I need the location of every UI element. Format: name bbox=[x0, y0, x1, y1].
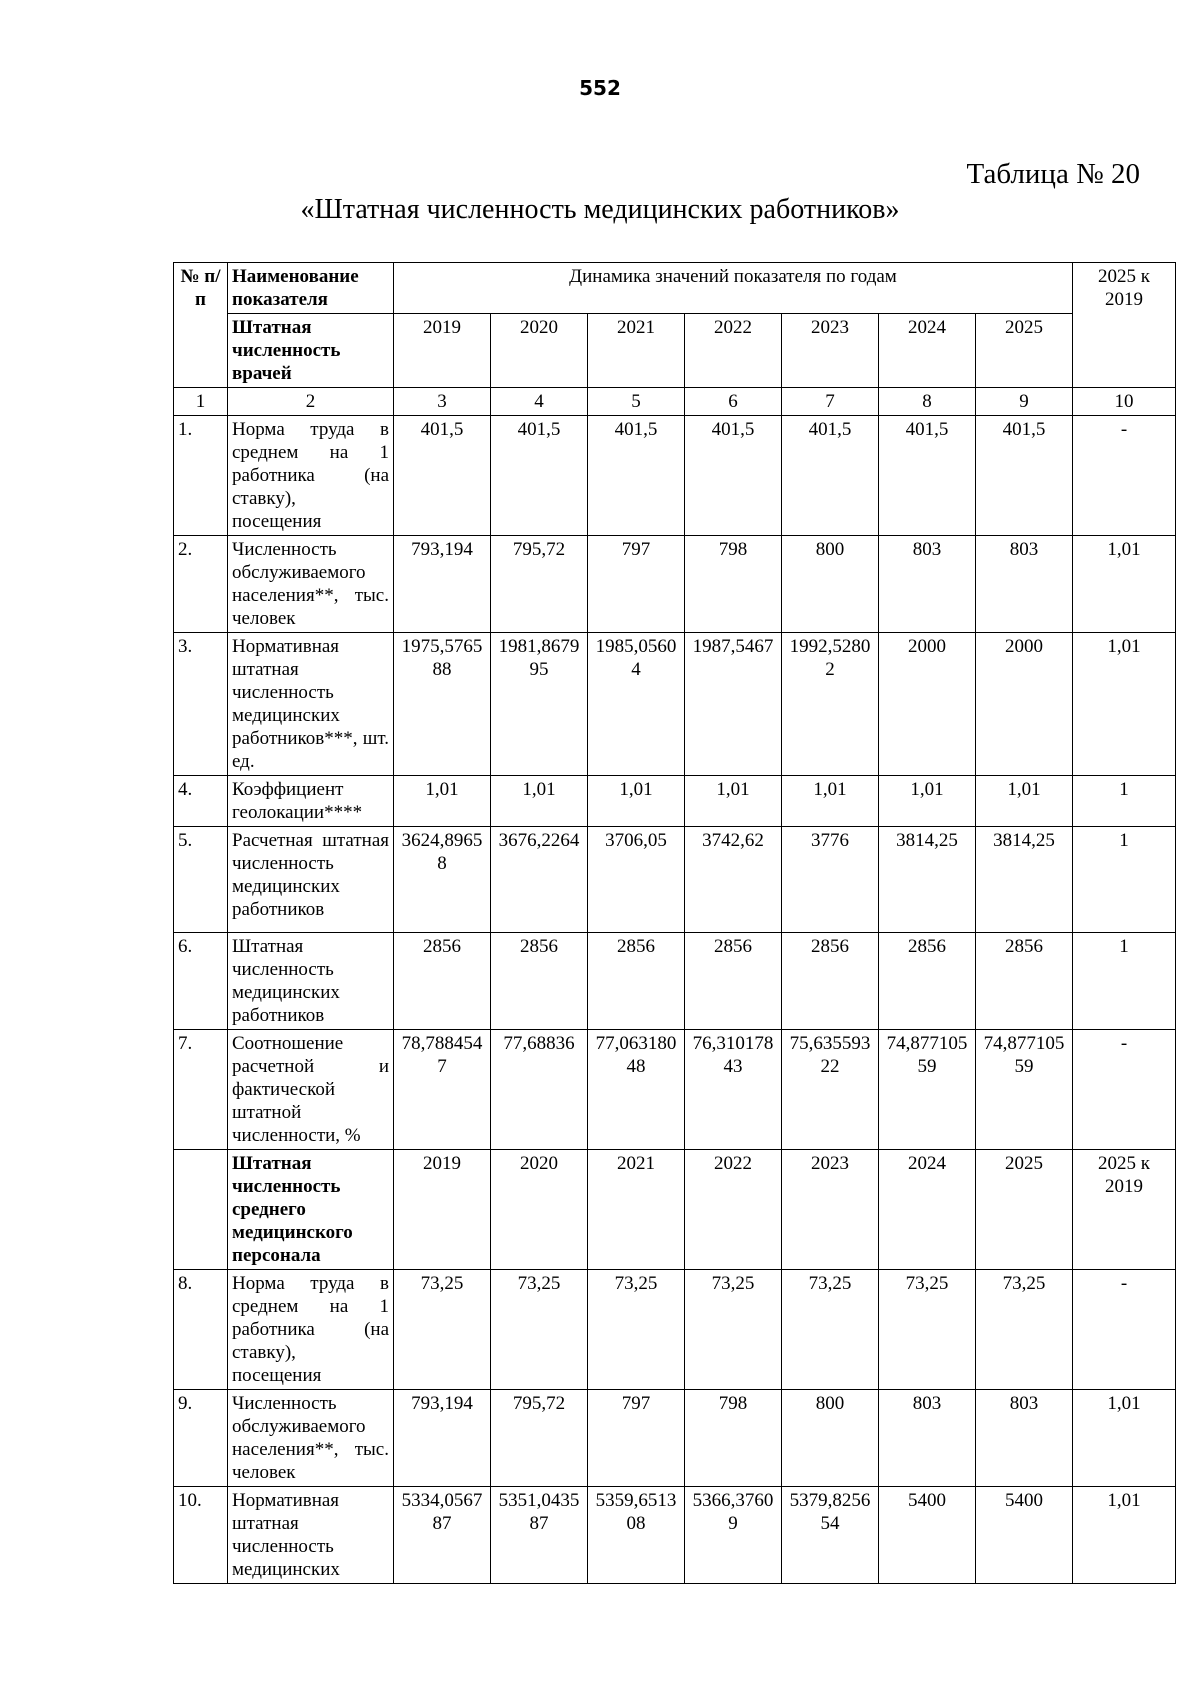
table-label: Таблица № 20 bbox=[966, 158, 1140, 190]
table-row bbox=[174, 1390, 1176, 1487]
header-dynamics: Динамика значений показателя по годам bbox=[394, 263, 1073, 314]
value-cell: 3814,25 bbox=[976, 827, 1073, 933]
value-cell: 73,25 bbox=[976, 1270, 1073, 1390]
header-year: 2019 bbox=[394, 314, 491, 388]
value-cell: 5351,043587 bbox=[491, 1487, 588, 1584]
value-cell: 1992,52802 bbox=[782, 633, 879, 776]
value-cell: 3814,25 bbox=[879, 827, 976, 933]
section-header-row bbox=[174, 1150, 1176, 1270]
table-row bbox=[174, 933, 1176, 1030]
indicator-name: Численность обслуживаемого населения**, тыс. человек bbox=[228, 536, 394, 633]
value-cell: 1981,867995 bbox=[491, 633, 588, 776]
row-number: 5. bbox=[174, 827, 228, 933]
staffing-table bbox=[173, 262, 1176, 1584]
value-cell: 2000 bbox=[976, 633, 1073, 776]
ratio-cell: - bbox=[1073, 416, 1176, 536]
value-cell: 793,194 bbox=[394, 1390, 491, 1487]
column-number: 9 bbox=[976, 388, 1073, 416]
value-cell: 74,87710559 bbox=[976, 1030, 1073, 1150]
table-row bbox=[174, 416, 1176, 536]
column-number: 10 bbox=[1073, 388, 1176, 416]
table-row bbox=[174, 827, 1176, 933]
value-cell: 401,5 bbox=[394, 416, 491, 536]
header-year: 2025 bbox=[976, 314, 1073, 388]
ratio-cell: 1 bbox=[1073, 776, 1176, 827]
section-year: 2020 bbox=[491, 1150, 588, 1270]
value-cell: 5400 bbox=[879, 1487, 976, 1584]
header-row-2 bbox=[174, 314, 1176, 388]
table-row bbox=[174, 776, 1176, 827]
indicator-name: Норма труда в среднем на 1 работника (на ставку), посещения bbox=[228, 416, 394, 536]
row-number: 3. bbox=[174, 633, 228, 776]
value-cell: 401,5 bbox=[976, 416, 1073, 536]
row-number: 10. bbox=[174, 1487, 228, 1584]
value-cell: 5334,056787 bbox=[394, 1487, 491, 1584]
value-cell: 803 bbox=[976, 1390, 1073, 1487]
value-cell: 401,5 bbox=[685, 416, 782, 536]
value-cell: 800 bbox=[782, 536, 879, 633]
value-cell: 77,68836 bbox=[491, 1030, 588, 1150]
value-cell: 75,63559322 bbox=[782, 1030, 879, 1150]
row-number: 9. bbox=[174, 1390, 228, 1487]
indicator-name: Расчетная штатная численность медицинских работников bbox=[228, 827, 394, 933]
value-cell: 1987,5467 bbox=[685, 633, 782, 776]
header-row-1 bbox=[174, 263, 1176, 314]
value-cell: 2856 bbox=[491, 933, 588, 1030]
section-year: 2019 bbox=[394, 1150, 491, 1270]
row-number: 4. bbox=[174, 776, 228, 827]
value-cell: 2856 bbox=[976, 933, 1073, 1030]
value-cell: 3676,2264 bbox=[491, 827, 588, 933]
row-number: 7. bbox=[174, 1030, 228, 1150]
value-cell: 1,01 bbox=[394, 776, 491, 827]
section-title-doctors: Штатная численность врачей bbox=[228, 314, 394, 388]
ratio-cell: - bbox=[1073, 1270, 1176, 1390]
header-year: 2020 bbox=[491, 314, 588, 388]
indicator-name: Нормативная штатная численность медицинских bbox=[228, 1487, 394, 1584]
ratio-cell: 1,01 bbox=[1073, 536, 1176, 633]
row-number: 6. bbox=[174, 933, 228, 1030]
value-cell: 803 bbox=[976, 536, 1073, 633]
row-number: 2. bbox=[174, 536, 228, 633]
value-cell: 1985,05604 bbox=[588, 633, 685, 776]
section-year: 2024 bbox=[879, 1150, 976, 1270]
header-year: 2023 bbox=[782, 314, 879, 388]
value-cell: 73,25 bbox=[879, 1270, 976, 1390]
ratio-cell: 1 bbox=[1073, 933, 1176, 1030]
column-number: 4 bbox=[491, 388, 588, 416]
value-cell: 2856 bbox=[588, 933, 685, 1030]
section-year: 2021 bbox=[588, 1150, 685, 1270]
indicator-name: Численность обслуживаемого населения**, тыс. человек bbox=[228, 1390, 394, 1487]
value-cell: 800 bbox=[782, 1390, 879, 1487]
table-row bbox=[174, 1030, 1176, 1150]
header-year: 2021 bbox=[588, 314, 685, 388]
page-number: 552 bbox=[579, 76, 621, 100]
value-cell: 1,01 bbox=[588, 776, 685, 827]
value-cell: 797 bbox=[588, 1390, 685, 1487]
value-cell: 73,25 bbox=[782, 1270, 879, 1390]
column-number: 5 bbox=[588, 388, 685, 416]
column-numbers-row bbox=[174, 388, 1176, 416]
table-row bbox=[174, 633, 1176, 776]
value-cell: 3776 bbox=[782, 827, 879, 933]
value-cell: 3742,62 bbox=[685, 827, 782, 933]
value-cell: 1975,576588 bbox=[394, 633, 491, 776]
header-ratio: 2025 к 2019 bbox=[1073, 263, 1176, 388]
column-number: 2 bbox=[228, 388, 394, 416]
indicator-name: Нормативная штатная численность медицинских работников***, шт. ед. bbox=[228, 633, 394, 776]
value-cell: 798 bbox=[685, 1390, 782, 1487]
table-row bbox=[174, 536, 1176, 633]
section-title-nurses: Штатная численность среднего медицинского персонала bbox=[228, 1150, 394, 1270]
value-cell: 1,01 bbox=[976, 776, 1073, 827]
indicator-name: Коэффициент геолокации**** bbox=[228, 776, 394, 827]
value-cell: 2000 bbox=[879, 633, 976, 776]
header-col-num: № п/п bbox=[174, 263, 228, 388]
value-cell: 73,25 bbox=[685, 1270, 782, 1390]
section-ratio: 2025 к 2019 bbox=[1073, 1150, 1176, 1270]
value-cell: 5366,37609 bbox=[685, 1487, 782, 1584]
ratio-cell: 1,01 bbox=[1073, 633, 1176, 776]
value-cell: 77,06318048 bbox=[588, 1030, 685, 1150]
indicator-name: Норма труда в среднем на 1 работника (на ставку), посещения bbox=[228, 1270, 394, 1390]
header-col-name: Наименование показателя bbox=[228, 263, 394, 314]
value-cell: 73,25 bbox=[491, 1270, 588, 1390]
value-cell: 1,01 bbox=[879, 776, 976, 827]
value-cell: 1,01 bbox=[685, 776, 782, 827]
value-cell: 795,72 bbox=[491, 536, 588, 633]
value-cell: 3624,89658 bbox=[394, 827, 491, 933]
ratio-cell: 1,01 bbox=[1073, 1487, 1176, 1584]
value-cell: 2856 bbox=[685, 933, 782, 1030]
value-cell: 793,194 bbox=[394, 536, 491, 633]
value-cell: 803 bbox=[879, 536, 976, 633]
value-cell: 74,87710559 bbox=[879, 1030, 976, 1150]
table-row bbox=[174, 1270, 1176, 1390]
header-year: 2022 bbox=[685, 314, 782, 388]
value-cell: 76,31017843 bbox=[685, 1030, 782, 1150]
indicator-name: Соотношение расчетной и фактической штатной численности, % bbox=[228, 1030, 394, 1150]
value-cell: 803 bbox=[879, 1390, 976, 1487]
section-year: 2023 bbox=[782, 1150, 879, 1270]
value-cell: 5359,651308 bbox=[588, 1487, 685, 1584]
row-number: 1. bbox=[174, 416, 228, 536]
section-year: 2025 bbox=[976, 1150, 1073, 1270]
value-cell: 2856 bbox=[782, 933, 879, 1030]
table-title: «Штатная численность медицинских работников» bbox=[300, 194, 900, 225]
value-cell: 798 bbox=[685, 536, 782, 633]
value-cell: 2856 bbox=[394, 933, 491, 1030]
header-year: 2024 bbox=[879, 314, 976, 388]
value-cell: 401,5 bbox=[782, 416, 879, 536]
section-year: 2022 bbox=[685, 1150, 782, 1270]
value-cell: 73,25 bbox=[394, 1270, 491, 1390]
value-cell: 2856 bbox=[879, 933, 976, 1030]
value-cell: 5379,825654 bbox=[782, 1487, 879, 1584]
value-cell: 5400 bbox=[976, 1487, 1073, 1584]
value-cell: 401,5 bbox=[491, 416, 588, 536]
ratio-cell: 1 bbox=[1073, 827, 1176, 933]
ratio-cell: 1,01 bbox=[1073, 1390, 1176, 1487]
value-cell: 797 bbox=[588, 536, 685, 633]
ratio-cell: - bbox=[1073, 1030, 1176, 1150]
value-cell: 3706,05 bbox=[588, 827, 685, 933]
column-number: 3 bbox=[394, 388, 491, 416]
column-number: 8 bbox=[879, 388, 976, 416]
value-cell: 78,7884547 bbox=[394, 1030, 491, 1150]
value-cell: 73,25 bbox=[588, 1270, 685, 1390]
row-number: 8. bbox=[174, 1270, 228, 1390]
empty-cell bbox=[174, 1150, 228, 1270]
value-cell: 401,5 bbox=[588, 416, 685, 536]
column-number: 1 bbox=[174, 388, 228, 416]
table-row bbox=[174, 1487, 1176, 1584]
indicator-name: Штатная численность медицинских работников bbox=[228, 933, 394, 1030]
value-cell: 1,01 bbox=[491, 776, 588, 827]
value-cell: 401,5 bbox=[879, 416, 976, 536]
column-number: 7 bbox=[782, 388, 879, 416]
value-cell: 795,72 bbox=[491, 1390, 588, 1487]
value-cell: 1,01 bbox=[782, 776, 879, 827]
column-number: 6 bbox=[685, 388, 782, 416]
